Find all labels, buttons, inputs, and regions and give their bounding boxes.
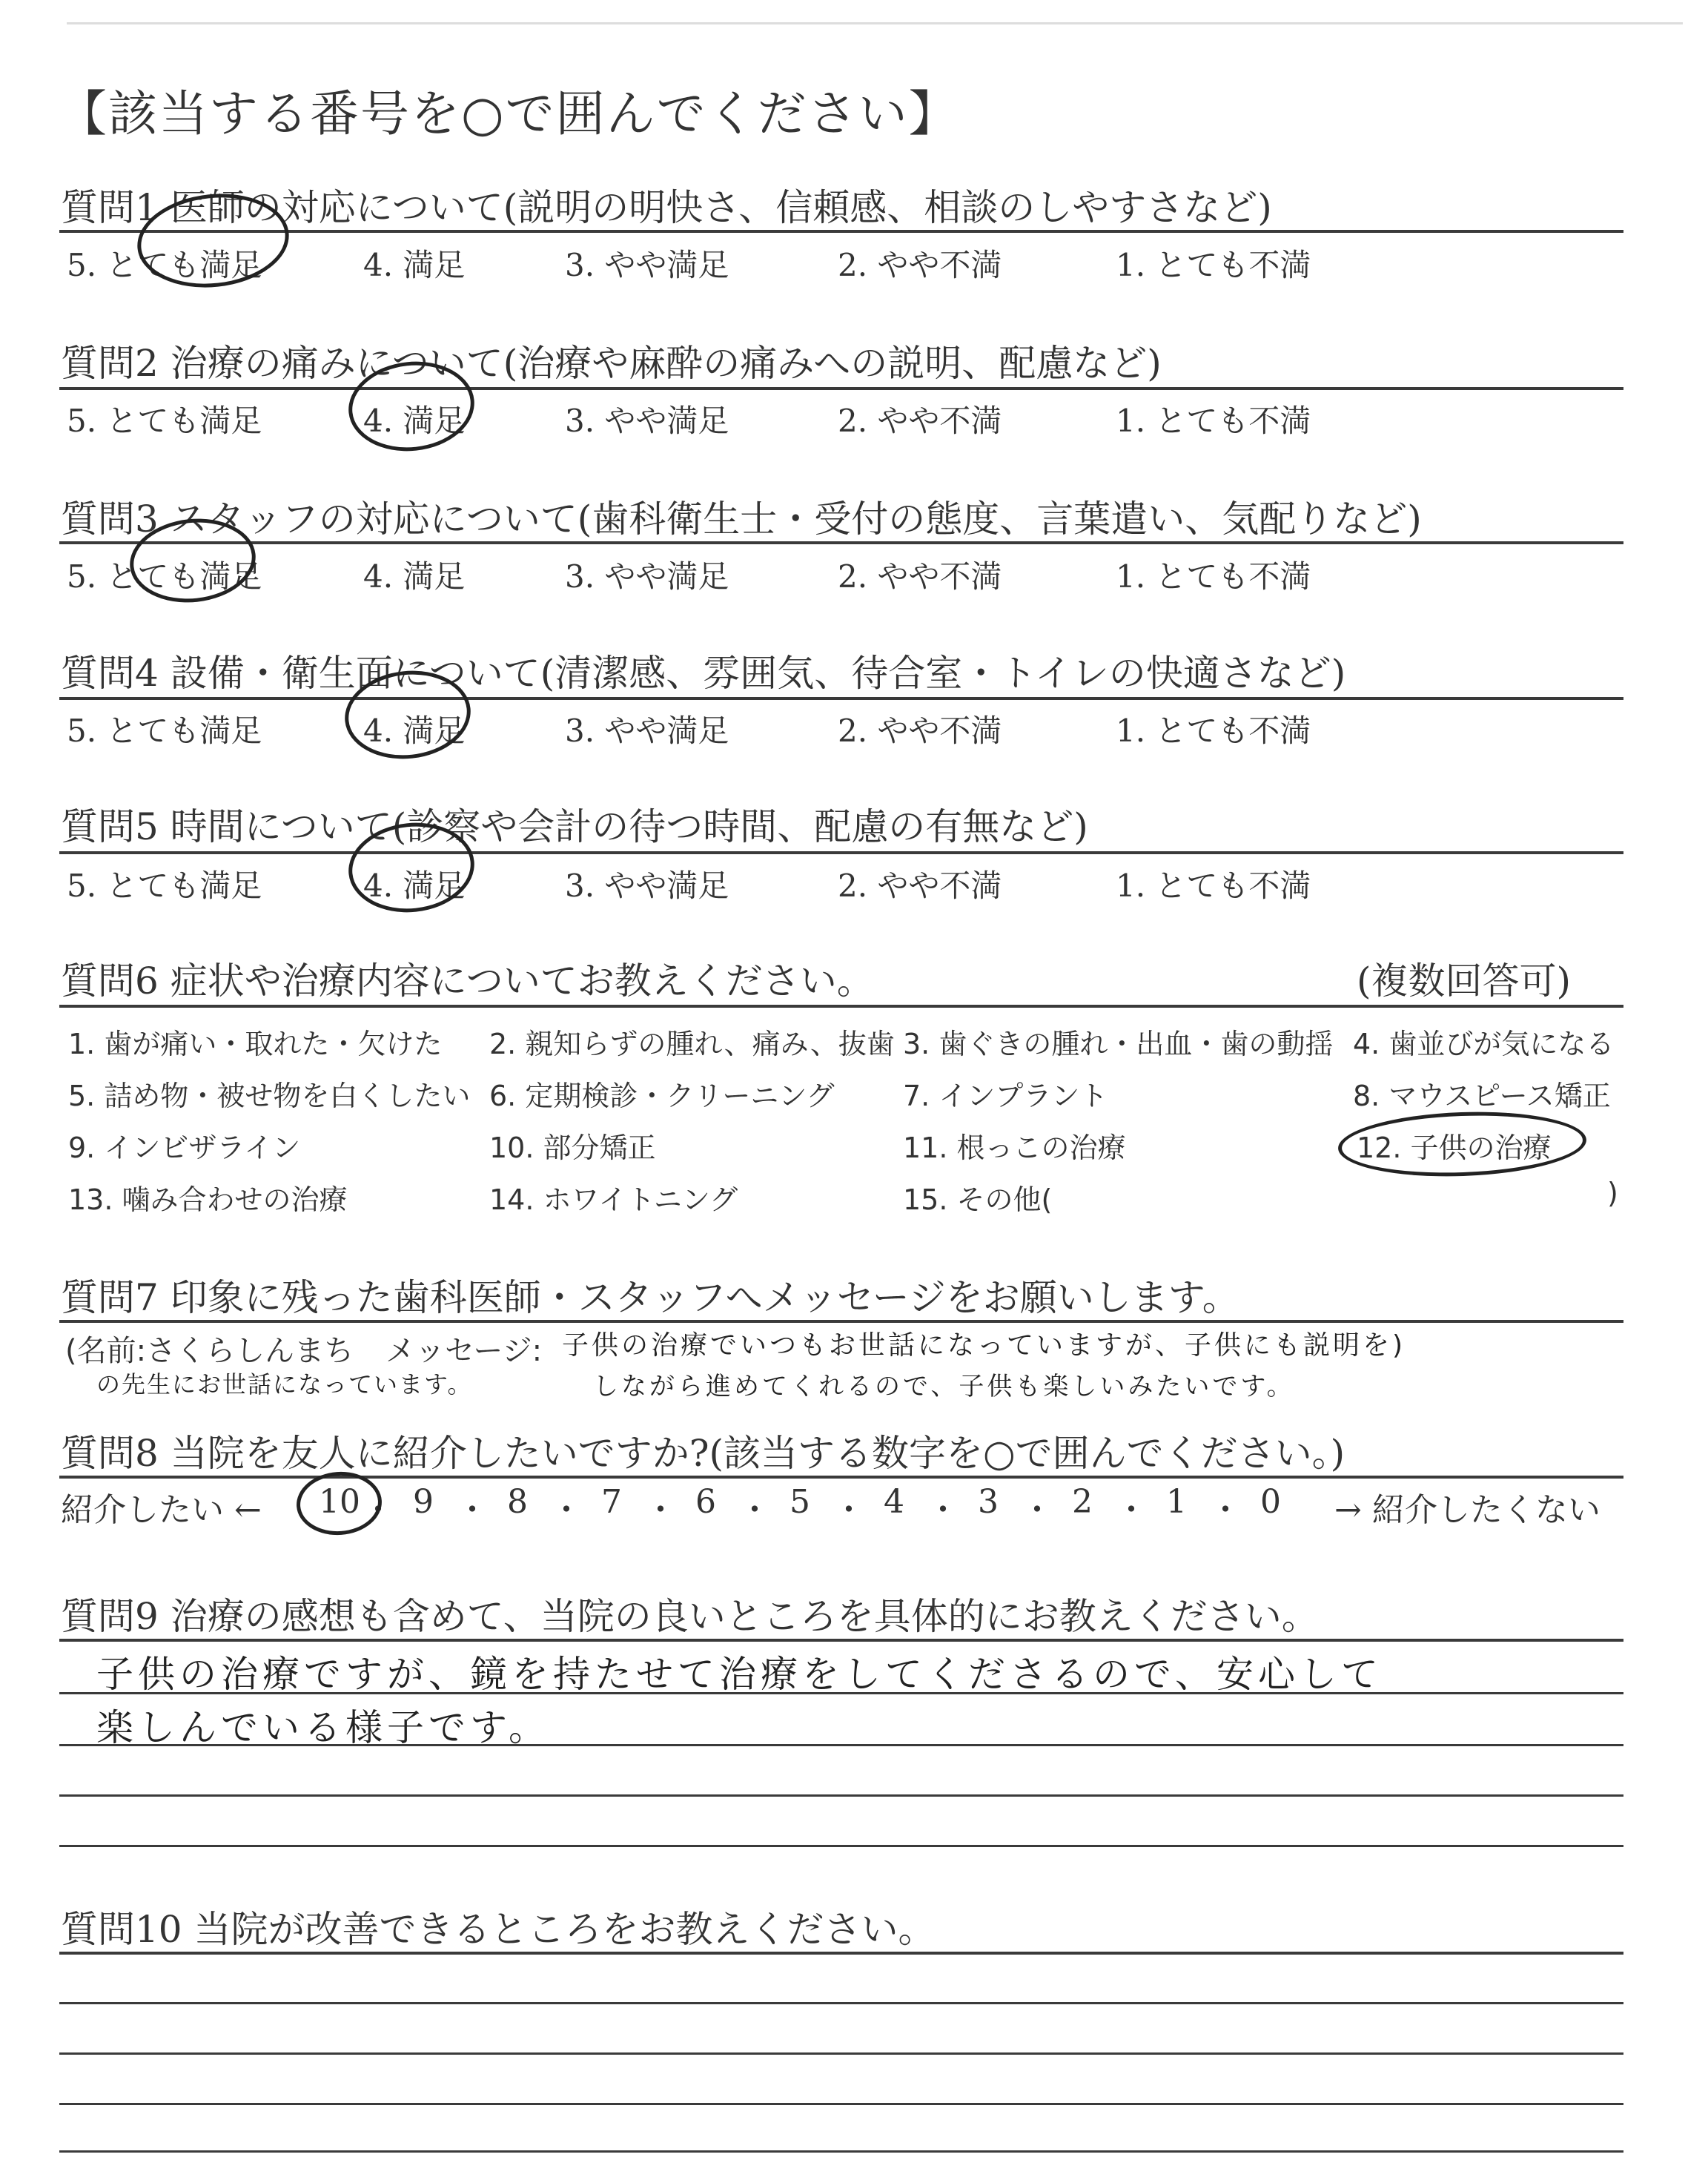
q3-option-4[interactable]: 4. 満足 xyxy=(363,558,466,595)
question-10-rule-1 xyxy=(59,1952,1623,1955)
q8-right-label: → 紹介したくない xyxy=(1334,1491,1601,1529)
q6-item-10[interactable]: 10. 部分矯正 xyxy=(489,1132,656,1164)
question-6-title: 質問6 症状や治療内容についてお教えください。 xyxy=(61,960,874,1003)
q8-scale-10[interactable]: 10 xyxy=(319,1483,360,1521)
q6-item-6[interactable]: 6. 定期検診・クリーニング xyxy=(489,1080,835,1112)
q9-answer-line-2[interactable]: 楽しんでいる様子です。 xyxy=(96,1706,550,1749)
question-7-title: 質問7 印象に残った歯科医師・スタッフへメッセージをお願いします。 xyxy=(61,1276,1239,1319)
q8-scale-6[interactable]: 6 xyxy=(695,1483,716,1521)
q8-scale-7[interactable]: 7 xyxy=(601,1483,622,1521)
question-8-rule xyxy=(59,1476,1623,1479)
question-6-note: (複数回答可) xyxy=(1357,960,1572,1003)
q8-scale-9[interactable]: 9 xyxy=(413,1483,434,1521)
q7-name-handwritten[interactable]: の先生にお世話になっています。 xyxy=(96,1370,473,1398)
q7-message-line-2[interactable]: しながら進めてくれるので、子供も楽しいみたいです。 xyxy=(593,1372,1295,1401)
q6-item-9[interactable]: 9. インビザライン xyxy=(68,1132,301,1164)
question-7-rule xyxy=(59,1320,1623,1323)
question-6-rule xyxy=(59,1005,1623,1008)
q8-scale-5[interactable]: 5 xyxy=(790,1483,810,1521)
q7-message-label: メッセージ: xyxy=(385,1334,543,1368)
top-edge-line xyxy=(67,22,1683,24)
question-1-title: 質問1 医師の対応について(説明の明快さ、信頼感、相談のしやすさなど) xyxy=(61,186,1272,229)
q2-option-5[interactable]: 5. とても満足 xyxy=(67,403,262,439)
question-10-rule-5 xyxy=(59,2150,1623,2153)
q8-scale-separator: ・ xyxy=(1021,1491,1053,1529)
q8-scale-separator: ・ xyxy=(456,1491,489,1529)
q1-option-3[interactable]: 3. やや満足 xyxy=(565,247,729,283)
q2-option-2[interactable]: 2. やや不満 xyxy=(838,403,1002,439)
q5-option-1[interactable]: 1. とても不満 xyxy=(1116,868,1311,904)
question-9-rule-1 xyxy=(59,1639,1623,1642)
q2-option-3[interactable]: 3. やや満足 xyxy=(565,403,729,439)
q6-item-11[interactable]: 11. 根っこの治療 xyxy=(903,1132,1126,1164)
question-4-rule xyxy=(59,697,1623,700)
q8-scale-separator: ・ xyxy=(550,1491,583,1529)
q8-scale-8[interactable]: 8 xyxy=(507,1483,528,1521)
question-9-rule-4 xyxy=(59,1794,1623,1797)
q8-scale-separator: ・ xyxy=(927,1491,959,1529)
q6-item-15-close-paren: ) xyxy=(1607,1177,1618,1209)
q7-message-line-1[interactable]: 子供の治療でいつもお世話になっていますが、子供にも説明を) xyxy=(562,1330,1406,1361)
question-5-title: 質問5 時間について(診察や会計の待つ時間、配慮の有無など) xyxy=(61,805,1088,848)
q5-option-5[interactable]: 5. とても満足 xyxy=(67,868,262,904)
q3-option-5[interactable]: 5. とても満足 xyxy=(67,558,262,595)
q6-item-3[interactable]: 3. 歯ぐきの腫れ・出血・歯の動揺 xyxy=(903,1028,1334,1060)
q5-option-2[interactable]: 2. やや不満 xyxy=(838,868,1002,904)
q9-answer-line-1[interactable]: 子供の治療ですが、鏡を持たせて治療をしてくださるので、安心して xyxy=(96,1653,1383,1696)
question-2-rule xyxy=(59,387,1623,390)
q8-scale-separator: ・ xyxy=(833,1491,865,1529)
question-10-rule-2 xyxy=(59,2002,1623,2004)
q5-option-4[interactable]: 4. 満足 xyxy=(363,868,466,904)
q4-option-1[interactable]: 1. とても不満 xyxy=(1116,713,1311,749)
q8-scale-1[interactable]: 1 xyxy=(1166,1483,1187,1521)
question-3-title: 質問3 スタッフの対応について(歯科衛生士・受付の態度、言葉遣い、気配りなど) xyxy=(61,498,1422,541)
q3-option-1[interactable]: 1. とても不満 xyxy=(1116,558,1311,595)
q6-selection-circle xyxy=(1337,1108,1588,1180)
question-10-rule-3 xyxy=(59,2052,1623,2055)
q2-option-4[interactable]: 4. 満足 xyxy=(363,403,466,439)
q8-scale-separator: ・ xyxy=(644,1491,677,1529)
question-10-rule-4 xyxy=(59,2103,1623,2105)
q6-item-2[interactable]: 2. 親知らずの腫れ、痛み、抜歯 xyxy=(489,1028,895,1060)
question-4-title: 質問4 設備・衛生面について(清潔感、雰囲気、待合室・トイレの快適さなど) xyxy=(61,652,1346,695)
q6-item-1[interactable]: 1. 歯が痛い・取れた・欠けた xyxy=(68,1028,443,1060)
q1-option-5[interactable]: 5. とても満足 xyxy=(67,247,262,283)
question-8-title: 質問8 当院を友人に紹介したいですか?(該当する数字を○で囲んでください。) xyxy=(61,1432,1345,1475)
q8-scale-0[interactable]: 0 xyxy=(1260,1483,1281,1521)
q6-item-8[interactable]: 8. マウスピース矯正 xyxy=(1353,1080,1611,1112)
q4-option-4[interactable]: 4. 満足 xyxy=(363,713,466,749)
q8-scale-separator: ・ xyxy=(1115,1491,1148,1529)
q6-item-13[interactable]: 13. 噛み合わせの治療 xyxy=(68,1183,348,1216)
page-heading: 【該当する番号を○で囲んでください】 xyxy=(58,85,959,142)
q6-item-15[interactable]: 15. その他( xyxy=(903,1183,1053,1216)
q4-option-5[interactable]: 5. とても満足 xyxy=(67,713,262,749)
q1-option-4[interactable]: 4. 満足 xyxy=(363,247,466,283)
q6-item-14[interactable]: 14. ホワイトニング xyxy=(489,1183,738,1216)
question-9-rule-5 xyxy=(59,1845,1623,1847)
q4-option-3[interactable]: 3. やや満足 xyxy=(565,713,729,749)
q2-option-1[interactable]: 1. とても不満 xyxy=(1116,403,1311,439)
q8-scale-2[interactable]: 2 xyxy=(1072,1483,1093,1521)
q7-name-label: (名前:さくらしんまち xyxy=(65,1334,354,1368)
question-9-rule-3 xyxy=(59,1744,1623,1746)
question-1-rule xyxy=(59,230,1623,233)
q8-scale-separator: ・ xyxy=(362,1491,394,1529)
q6-item-7[interactable]: 7. インプラント xyxy=(903,1080,1108,1112)
q8-scale-3[interactable]: 3 xyxy=(978,1483,999,1521)
q8-scale-separator: ・ xyxy=(1209,1491,1242,1529)
q3-option-2[interactable]: 2. やや不満 xyxy=(838,558,1002,595)
question-9-title: 質問9 治療の感想も含めて、当院の良いところを具体的にお教えください。 xyxy=(61,1595,1319,1638)
question-2-title: 質問2 治療の痛みについて(治療や麻酔の痛みへの説明、配慮など) xyxy=(61,342,1162,385)
q6-item-5[interactable]: 5. 詰め物・被せ物を白くしたい xyxy=(68,1080,471,1112)
question-3-rule xyxy=(59,541,1623,544)
q4-option-2[interactable]: 2. やや不満 xyxy=(838,713,1002,749)
q3-option-3[interactable]: 3. やや満足 xyxy=(565,558,729,595)
q8-left-label: 紹介したい ← xyxy=(61,1491,262,1529)
q8-scale-4[interactable]: 4 xyxy=(884,1483,904,1521)
question-10-title: 質問10 当院が改善できるところをお教えください。 xyxy=(61,1908,936,1951)
question-5-rule xyxy=(59,851,1623,854)
question-9-rule-2 xyxy=(59,1692,1623,1694)
q6-item-4[interactable]: 4. 歯並びが気になる xyxy=(1353,1028,1615,1060)
q1-option-2[interactable]: 2. やや不満 xyxy=(838,247,1002,283)
q5-option-3[interactable]: 3. やや満足 xyxy=(565,868,729,904)
q6-item-12[interactable]: 12. 子供の治療 xyxy=(1357,1132,1552,1164)
q8-scale-separator: ・ xyxy=(738,1491,771,1529)
q1-option-1[interactable]: 1. とても不満 xyxy=(1116,247,1311,283)
